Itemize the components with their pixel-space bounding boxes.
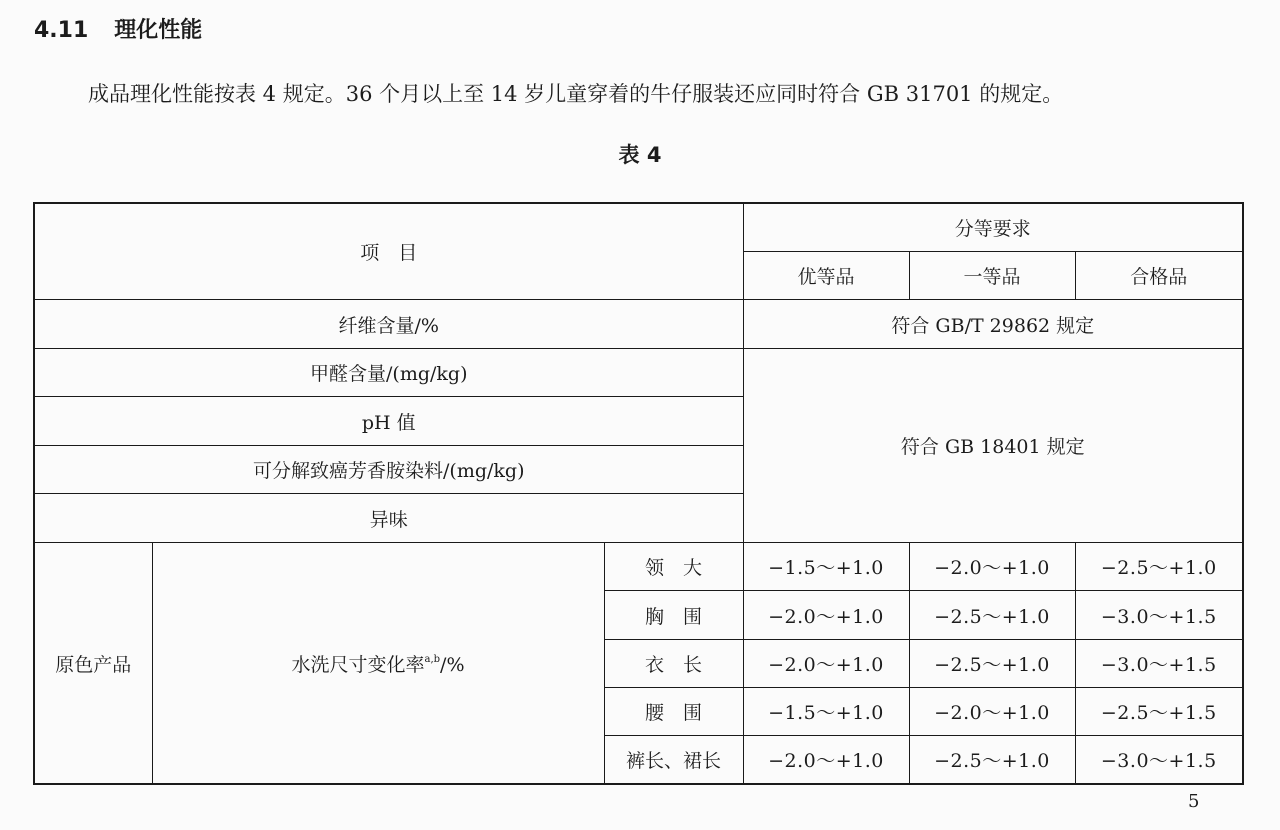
dimension-value: −2.5～+1.0 — [909, 591, 1075, 640]
dimension-part: 领 大 — [604, 543, 743, 591]
shrinkage-label — [152, 543, 604, 785]
azo-dyes-label: 可分解致癌芳香胺染料/(mg/kg) — [34, 446, 743, 494]
dimension-value: −3.0～+1.5 — [1075, 591, 1243, 640]
grade-premium-header: 优等品 — [743, 252, 909, 300]
dimension-value: −2.0～+1.0 — [743, 736, 909, 785]
fiber-content-label: 纤维含量/% — [34, 300, 743, 349]
section-paragraph: 成品理化性能按表 4 规定。36 个月以上至 14 岁儿童穿着的牛仔服装还应同时符合 GB 31701 的规定。 — [88, 82, 1064, 106]
dimension-value: −2.0～+1.0 — [909, 688, 1075, 736]
dimension-value: −1.5～+1.0 — [743, 688, 909, 736]
section-title: 理化性能 — [114, 18, 203, 43]
ph-label: pH 值 — [34, 397, 743, 446]
dimension-value: −3.0～+1.5 — [1075, 736, 1243, 785]
dimension-value: −2.5～+1.0 — [1075, 543, 1243, 591]
dimension-value: −2.0～+1.0 — [743, 591, 909, 640]
dimension-value: −1.5～+1.0 — [743, 543, 909, 591]
section-heading — [34, 14, 202, 48]
dimension-value: −2.5～+1.0 — [909, 640, 1075, 688]
odor-label: 异味 — [34, 494, 743, 543]
dimension-part: 裤长、裙长 — [604, 736, 743, 785]
item-header: 项 目 — [34, 203, 743, 300]
fiber-content-requirement: 符合 GB/T 29862 规定 — [743, 300, 1243, 349]
dimension-value: −3.0～+1.5 — [1075, 640, 1243, 688]
dimension-value: −2.0～+1.0 — [743, 640, 909, 688]
section-number: 4.11 — [34, 18, 89, 43]
grade-header: 分等要求 — [743, 203, 1243, 252]
shrinkage-footnote-marks: a,b — [424, 653, 441, 665]
grade-first-header: 一等品 — [909, 252, 1075, 300]
dimension-value: −2.0～+1.0 — [909, 543, 1075, 591]
shrinkage-label-text: 水洗尺寸变化率 — [291, 653, 425, 676]
dimension-value: −2.5～+1.0 — [909, 736, 1075, 785]
dimension-part: 胸 围 — [604, 591, 743, 640]
dimension-part: 衣 长 — [604, 640, 743, 688]
grade-qualified-header: 合格品 — [1075, 252, 1243, 300]
requirements-table — [33, 202, 1244, 785]
page-number: 5 — [1188, 791, 1200, 812]
table-title: 表 4 — [618, 143, 662, 167]
formaldehyde-label: 甲醛含量/(mg/kg) — [34, 349, 743, 397]
dimension-part: 腰 围 — [604, 688, 743, 736]
product-type-label: 原色产品 — [34, 543, 152, 785]
dimension-value: −2.5～+1.5 — [1075, 688, 1243, 736]
safety-requirement: 符合 GB 18401 规定 — [743, 349, 1243, 543]
shrinkage-unit: /% — [440, 653, 465, 676]
